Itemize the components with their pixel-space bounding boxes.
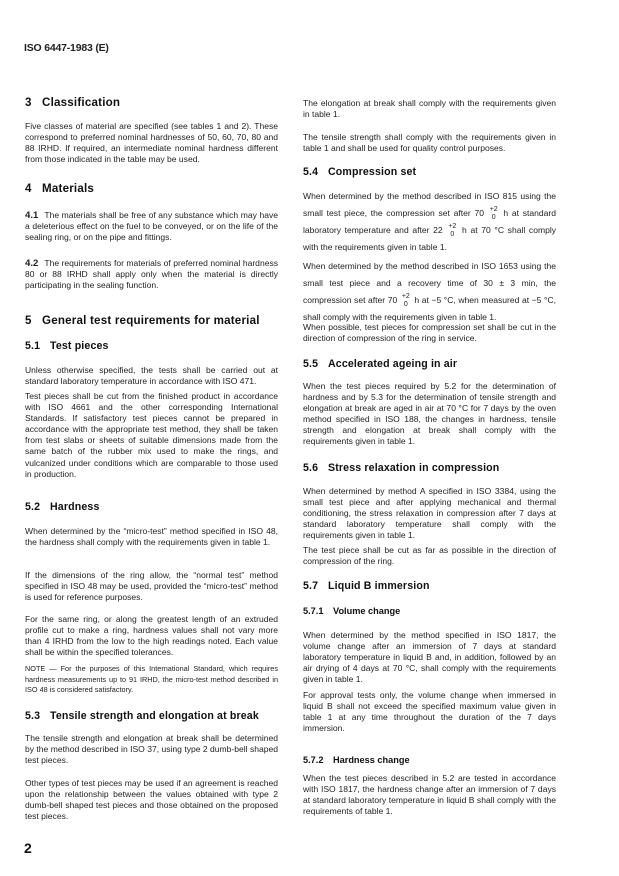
section-5-3-paragraph-2: Other types of test pieces may be used if an agreement is reached upon the relationship between the values obtained with type 2 dumb-bell shaped test pieces and those obtained on the proposed test pieces. [25,778,278,822]
section-5-2-paragraph-1: When determined by the “micro-test” method specified in ISO 48, the hardness shall comply with the requirements given in table 1. [25,526,278,548]
section-5-7-2-heading: 5.7.2 Hardness change [303,755,410,765]
section-5-heading: 5 General test requirements for material [25,314,260,327]
section-5-2-heading: 5.2 Hardness [25,501,100,513]
tolerance-notation: +2 0 [401,293,410,308]
section-5-3-heading: 5.3 Tensile strength and elongation at break [25,710,259,722]
section-5-5-heading: 5.5 Accelerated ageing in air [303,358,458,370]
section-5-7-heading: 5.7 Liquid B immersion [303,580,430,592]
clause-4-1-paragraph: 4.1 The materials shall be free of any substance which may have a deleterious effect on the fuel to be conveyed, or on the life of the sealing ring, or on the pipe and fittings. [25,210,278,243]
section-5-3-continued-paragraph-1: The elongation at break shall comply with the requirements given in table 1. [303,98,556,120]
section-5-7-1-heading: 5.7.1 Volume change [303,606,401,616]
section-5-7-2-paragraph: When the test pieces described in 5.2 are tested in accordance with ISO 1817, the hardness change after an immersion of 7 days at standard laboratory temperature in liquid B shall comply with the requirements of table 1. [303,773,556,817]
section-5-2-paragraph-2: If the dimensions of the ring allow, the “normal test” method specified in ISO 48 may be used, provided the “micro-test” method is used for reference purposes. [25,570,278,603]
section-5-7-1-paragraph-2: For approval tests only, the volume change when immersed in liquid B shall not exceed the specified maximum value given in table 1 at any time throughout the duration of the 7 days immersion. [303,690,556,734]
section-3-paragraph: Five classes of material are specified (see tables 1 and 2). These correspond to preferred nominal hardnesses of 50, 60, 70, 80 and 88 IRHD. If required, an intermediate nominal hardness different from those indicated in the table may be used. [25,121,278,165]
section-5-3-continued-paragraph-2: The tensile strength shall comply with the requirements given in table 1 and shall be used for quality control purposes. [303,132,556,154]
section-5-4-paragraph-3: When possible, test pieces for compression set shall be cut in the direction of compression of the ring in service. [303,322,556,344]
section-5-6-paragraph-1: When determined by method A specified in ISO 3384, using the small test piece and after applying mechanical and thermal conditioning, the stress relaxation in compression after 7 days at standard laboratory temperature shall comply with the requirements given in table 1. [303,486,556,541]
section-5-2-note: NOTE — For the purposes of this International Standard, which requires hardness measurements up to 91 IRHD, the micro-test method described in ISO 48 is considered satisfactory. [25,664,278,695]
section-5-1-paragraph-1: Unless otherwise specified, the tests shall be carried out at standard laboratory temperature in accordance with ISO 471. [25,365,278,387]
section-5-6-paragraph-2: The test piece shall be cut as far as possible in the direction of compression of the ring. [303,545,556,567]
section-5-4-paragraph-2: When determined by the method described in ISO 1653 using the small test piece and a recovery time of 30 ± 3 min, the compression set after 70 +2 0 h at −5 °C, when measured at −5 °C, shall comply with the requirements given in table 1. [303,261,556,322]
document-header: ISO 6447-1983 (E) [24,42,109,54]
section-5-3-paragraph-1: The tensile strength and elongation at break shall be determined by the method described in ISO 37, using type 2 dumb-bell shaped test pieces. [25,733,278,766]
clause-4-2-paragraph: 4.2 The requirements for materials of preferred nominal hardness 80 or 88 IRHD shall apply only when the material is directly participating in the sealing function. [25,258,278,291]
section-5-4-paragraph-1: When determined by the method described in ISO 815 using the small test piece, the compression set after 70 +2 0 h at standard laboratory temperature and after 22 +2 0 h at 70 °C shall comply with the requirements given in table 1. [303,191,557,252]
section-5-1-paragraph-2: Test pieces shall be cut from the finished product in accordance with ISO 4661 and the other corresponding International Standards. If satisfactory test pieces cannot be prepared in accordance with the appropriate test method, they shall be taken from test slabs or sheets of suitable dimensions made from the same batch of the rubber mix used to make the rings, and vulcanized under conditions which are comparable to those used in production. [25,391,278,479]
section-3-heading: 3 Classification [25,96,121,109]
section-5-7-1-paragraph-1: When determined by the method specified in ISO 1817, the volume change after an immersion of 7 days at standard laboratory temperature in liquid B and, in addition, followed by an air drying of 4 days at 70 °C, shall comply with the requirements given in table 1. [303,630,556,685]
section-5-5-paragraph: When the test pieces required by 5.2 for the determination of hardness and by 5.3 for the determination of tensile strength and elongation at break are aged in air at 70 °C for 7 days by the oven method specified in ISO 188, the changes in hardness, tensile strength and elongation at break shall comply with the requirements given in table 1. [303,381,556,447]
section-5-4-heading: 5.4 Compression set [303,166,417,178]
section-5-1-heading: 5.1 Test pieces [25,340,109,352]
section-4-heading: 4 Materials [25,182,95,195]
section-5-2-paragraph-3: For the same ring, or along the greatest length of an extruded profile cut to make a ring, hardness values shall not vary more than 4 IRHD from the low to the high readings noted. Each value shall be within the specified tolerances. [25,614,278,658]
tolerance-notation: +2 0 [489,206,498,221]
section-5-6-heading: 5.6 Stress relaxation in compression [303,462,500,474]
tolerance-notation: +2 0 [448,223,457,238]
page-number: 2 [24,840,32,856]
